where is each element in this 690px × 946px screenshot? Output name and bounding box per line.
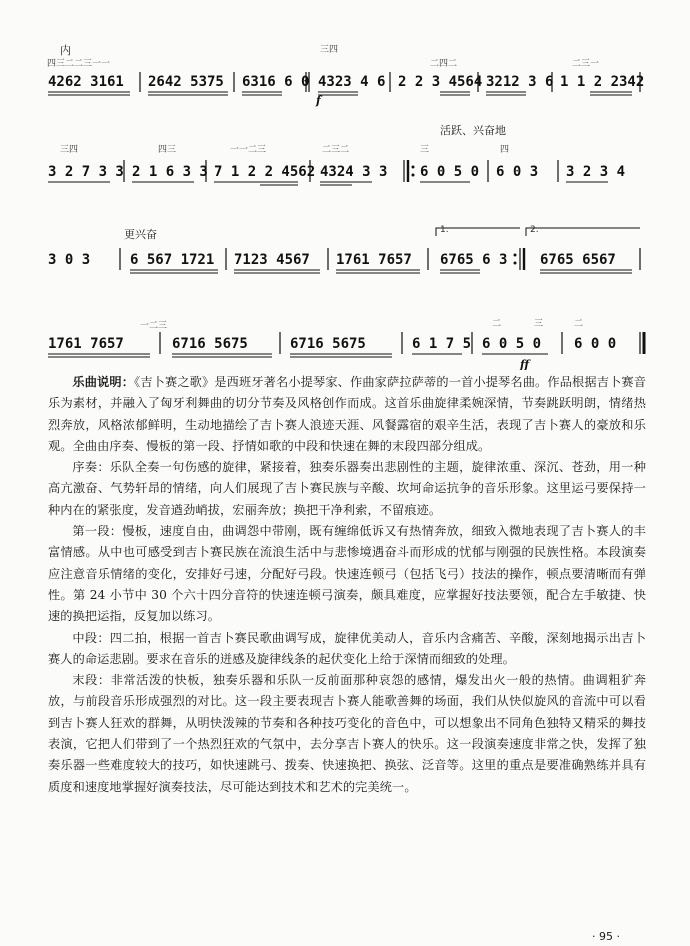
row2-annotation: 活跃、兴奋地 bbox=[440, 124, 506, 137]
page-number: · 95 · bbox=[592, 930, 620, 943]
row1-fingering: 四三二二三一一 bbox=[47, 59, 111, 69]
row3-measure-6: 6765 6567 bbox=[540, 252, 616, 268]
row3-measure-4: 1761 7657 bbox=[336, 252, 412, 268]
row1-measure-2: 2642 5375 bbox=[148, 74, 224, 90]
row1-measure-7: 1 1 2 2342 bbox=[560, 74, 645, 90]
row4-mark: 一二三 bbox=[140, 321, 168, 331]
description-label: 乐曲说明： bbox=[72, 375, 135, 389]
row2-measure-4: 4324 3 3 bbox=[320, 164, 388, 180]
row2-mark: 三四 bbox=[60, 145, 79, 155]
row1-mark-nei: 内 bbox=[60, 44, 71, 57]
row1-measure-5: 2 2 3 4564 bbox=[398, 74, 483, 90]
row2-measure-5: 6 0 5 0 bbox=[420, 164, 480, 180]
row3-annotation: 更兴奋 bbox=[124, 228, 157, 241]
row2-mark: 四三 bbox=[158, 145, 177, 155]
music-description bbox=[48, 372, 646, 798]
row4-mark: 二 bbox=[574, 319, 584, 329]
row3-measure-3: 7123 4567 bbox=[234, 252, 310, 268]
row3-volta-2: 2. bbox=[530, 225, 539, 235]
row4-measure-5: 6 0 5 0 bbox=[482, 336, 542, 352]
row3-measure-5: 6765 6 3 bbox=[440, 252, 508, 268]
row4-measure-2: 6716 5675 bbox=[172, 336, 248, 352]
row4-measure-6: 6 0 0 bbox=[574, 336, 617, 352]
row4-mark: 三 bbox=[534, 319, 544, 329]
row1-measure-1: 4262 3161 bbox=[48, 74, 124, 90]
row1-mark: 三四 bbox=[320, 45, 339, 55]
row4-mark: 二 bbox=[492, 319, 502, 329]
row2-measure-1: 3 2 7 3 3 bbox=[48, 164, 124, 180]
row4-measure-4: 6 1 7 5 bbox=[412, 336, 472, 352]
row4-measure-1: 1761 7657 bbox=[48, 336, 124, 352]
row2-measure-7: 3 2 3 4 bbox=[566, 164, 626, 180]
row1-mark: 二三一 bbox=[572, 59, 600, 69]
row2-mark: 二三二 bbox=[322, 145, 350, 155]
paragraph-final-section: 末段：非常活泼的快板，独奏乐器和乐队一反前面那种哀怨的感情，爆发出火一般的热情。曲调粗犷奔放，与前段音乐形成强烈的对比。这一段主要表现吉卜赛人能歌善舞的场面，我们从快似旋风的音流中可以看到吉卜赛人狂欢的群舞，从明快泼辣的节奏和各种技巧变化的音色中，可以想象出不同角色独特又精采的舞技表演，它把人们带到了一个热烈狂欢的气氛中，去分享吉卜赛人的快乐。这一段演奏速度非常之快，发挥了独奏乐器一些难度较大的技巧，如快速跳弓、拨奏、快速换把、换弦、泛音等。这里的重点是要准确熟练并具有质度和速度地掌握好演奏技法，尽可能达到技术和艺术的完美统一。 bbox=[48, 673, 646, 794]
row2-measure-2: 2 1 6 3 3 bbox=[132, 164, 208, 180]
score-row-1 bbox=[47, 43, 644, 107]
paragraph-middle-section: 中段：四二拍，根据一首吉卜赛民歌曲调写成，旋律优美动人，音乐内含痛苦、辛酸，深刻地揭示出吉卜赛人的命运悲剧。要求在音乐的迸感及旋律线条的起伏变化上给于深情而细致的处理。 bbox=[48, 630, 646, 666]
row1-measure-3: 6316 6 0 bbox=[242, 74, 310, 90]
row3-volta-1: 1. bbox=[440, 225, 449, 235]
paragraph-intro-text: 《吉卜赛之歌》是西班牙著名小提琴家、作曲家萨拉萨蒂的一首小提琴名曲。作品根据吉卜赛音乐为素材，并融入了匈牙利舞曲的切分节奏及风格创作而成。这首乐曲旋律柔婉深情，节奏跳跃明朗，情绪热烈奔放，风格浓郁鲜明，生动地描绘了吉卜赛人浪迹天涯、风餐露宿的艰辛生活，表现了吉卜赛人的豪放和乐观。全曲由序奏、慢板的第一段、抒情如歌的中段和快速在舞的末段四部分组成。 bbox=[48, 375, 647, 453]
row1-measure-6: 3212 3 6 bbox=[486, 74, 554, 90]
row3-measure-1: 3 0 3 bbox=[48, 252, 91, 268]
row2-measure-6: 6 0 3 bbox=[496, 164, 539, 180]
paragraph-intro bbox=[48, 372, 646, 457]
row1-measure-4: 4323 4 6 bbox=[318, 74, 386, 90]
score-row-2 bbox=[48, 123, 625, 185]
row1-dynamic-f: f bbox=[316, 94, 321, 107]
paragraph-section-one: 第一段：慢板，速度自由，曲调怨中带刚，既有缠绵低诉又有热情奔放，细致入微地表现了吉卜赛人的丰富情感。从中也可感受到吉卜赛民族在流浪生活中与悲惨境遇奋斗而形成的忧郁与刚强的民族性格。本段演奏应注意音乐情绪的变化，安排好弓速，分配好弓段。快速连顿弓（包括飞弓）技法的操作，顿点要清晰而有弹性。第 24 小节中 30 个六十四分音符的快速连顿弓演奏，颇具难度，应掌握好技法要领，配合左手敏捷、快速的换把运指，反复加以练习。 bbox=[48, 524, 646, 624]
row3-measure-2: 6 567 1721 bbox=[130, 252, 215, 268]
paragraph-prelude: 序奏：乐队全奏一句伤感的旋律，紧接着，独奏乐器奏出悲剧性的主题，旋律浓重、深沉、苍劲，用一种高亢激奋、气势轩昂的情绪，向人们展现了吉卜赛民族与辛酸、坎坷命运抗争的音乐形象。这里运弓要保持一种内在的紧张度，发音遒劲峭拔，宏丽奔放；换把干净利索，不留痕迹。 bbox=[48, 460, 646, 517]
score-row-3 bbox=[48, 225, 640, 273]
row4-dynamic-ff: ff bbox=[520, 358, 530, 370]
row2-mark: 三 bbox=[420, 145, 430, 155]
row2-mark: 四 bbox=[500, 145, 510, 155]
row4-measure-3: 6716 5675 bbox=[290, 336, 366, 352]
row2-measure-3: 7 1 2 2 4562 bbox=[214, 164, 316, 180]
score-row-4 bbox=[48, 318, 644, 370]
row1-mark: 二四二 bbox=[430, 59, 458, 69]
score-svg bbox=[0, 0, 690, 370]
row2-mark: 一一二三 bbox=[230, 145, 267, 155]
numbered-musical-score bbox=[0, 0, 690, 370]
